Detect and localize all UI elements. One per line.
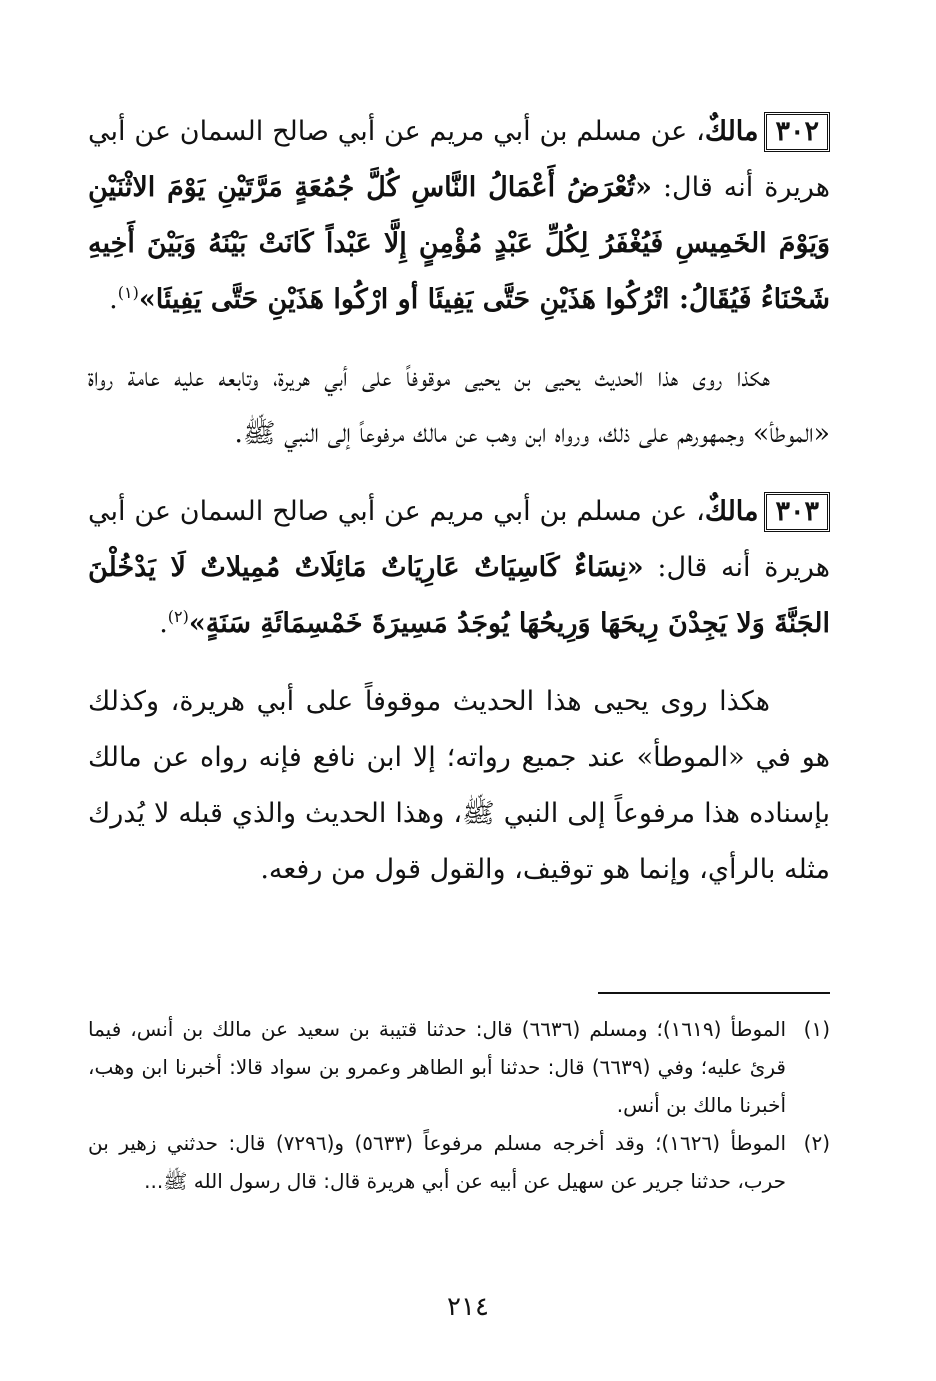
hadith-text: «نِسَاءٌ كَاسِيَاتٌ عَارِيَاتٌ مَائِلَاتٌ مُمِيلاتٌ لَا يَدْخُلْنَ الجَنَّةَ وَلا يَجِدْنَ رِيحَهَا وَرِيحُهَا يُوجَدُ مَسِيرَةَ خَمْسِمَائَةِ سَنَةٍ» bbox=[88, 552, 830, 639]
footnote-text: الموطأ (١٦١٩)؛ ومسلم (٦٦٣٦) قال: حدثنا قتيبة بن سعيد عن مالك بن أنس، فيما قرئ عليه؛ وفي (٦٦٣٩) قال: حدثنا أبو الطاهر وعمرو بن سواد قالا: أخبرنا ابن وهب، أخبرنا مالك بن أنس. bbox=[88, 1017, 787, 1117]
main-text bbox=[88, 104, 830, 898]
entry-end: . bbox=[159, 608, 168, 639]
commentary-302: هكذا روى هذا الحديث يحيى بن يحيى موقوفاً على أبي هريرة، وتابعه عليه عامة رواة «الموطأ» وجمهورهم على ذلك، ورواه ابن وهب عن مالك مرفوعاً إلى النبي ﷺ. bbox=[88, 362, 830, 449]
footnotes bbox=[88, 1010, 830, 1200]
footnote-ref[interactable]: (٢) bbox=[167, 607, 189, 626]
footnote-number: (٢) bbox=[803, 1131, 830, 1155]
narrator-name: مالكٌ bbox=[704, 116, 759, 147]
isnad-text: ، عن مسلم بن أبي مريم عن أبي صالح السمان عن أبي هريرة أنه قال: bbox=[88, 496, 830, 583]
commentary-303: هكذا روى يحيى هذا الحديث موقوفاً على أبي هريرة، وكذلك هو في «الموطأ» عند جميع رواته؛ إلا ابن نافع فإنه رواه عن مالك بإسناده هذا مرفوعاً إلى النبي ﷺ، وهذا الحديث والذي قبله لا يُدرك مثله بالرأي، وإنما هو توقيف، والقول قول من رفعه. bbox=[88, 686, 830, 885]
footnote-divider bbox=[598, 992, 830, 994]
page-number: ٢١٤ bbox=[447, 1292, 489, 1322]
footnote-item bbox=[88, 1010, 830, 1124]
narrator-name: مالكٌ bbox=[704, 496, 759, 527]
footnote-item bbox=[88, 1124, 830, 1200]
hadith-entry-302 bbox=[88, 104, 830, 328]
footnote-number: (١) bbox=[803, 1017, 830, 1041]
entry-end: . bbox=[109, 284, 118, 315]
footnote-text: الموطأ (١٦٢٦)؛ وقد أخرجه مسلم مرفوعاً (٥٦٣٣) و(٧٢٩٦) قال: حدثني زهير بن حرب، حدثنا جرير عن سهيل عن أبيه عن أبي هريرة قال: قال رسول الله ﷺ... bbox=[88, 1131, 787, 1193]
footnote-ref[interactable]: (١) bbox=[117, 283, 139, 302]
hadith-number-badge: ٣٠٣ bbox=[764, 492, 830, 532]
hadith-entry-303 bbox=[88, 484, 830, 652]
hadith-text: «تُعْرَضُ أَعْمَالُ النَّاسِ كُلَّ جُمُعَةٍ مَرَّتَيْنِ يَوْمَ الاثْنَيْنِ وَيَوْمَ الخَمِيسِ فَيُغْفَرُ لِكُلِّ عَبْدٍ مُؤْمِنٍ إِلَّا عَبْداً كَانَتْ بَيْنَهُ وَبَيْنَ أَخِيهِ شَحْنَاءُ فَيُقَالُ: اتْرُكُوا هَذَيْنِ حَتَّى يَفِيئَا أو ارْكُوا هَذَيْنِ حَتَّى يَفِيئَا» bbox=[88, 172, 830, 315]
isnad-text: ، عن مسلم بن أبي مريم عن أبي صالح السمان عن أبي هريرة أنه قال: bbox=[88, 116, 830, 203]
hadith-number-badge: ٣٠٢ bbox=[764, 112, 830, 152]
